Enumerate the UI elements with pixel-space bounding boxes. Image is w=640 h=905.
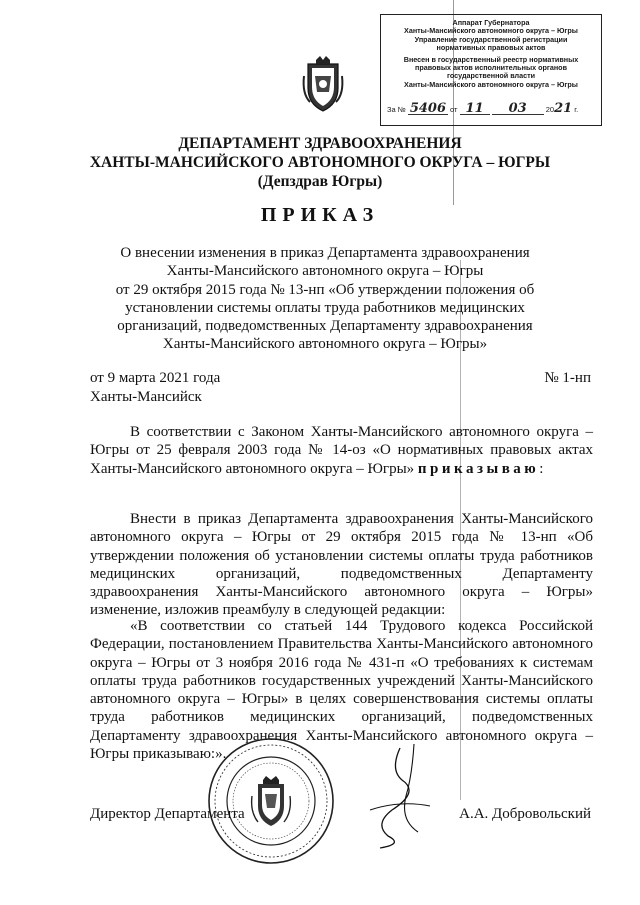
stamp-block-registry <box>384 56 598 90</box>
reg-sep: от <box>450 105 458 114</box>
stamp-line: Аппарат Губернатора <box>452 19 530 27</box>
stamp-line: Ханты-Мансийского автономного округа – Югры <box>404 27 578 36</box>
stamp-line: государственной власти <box>446 72 536 81</box>
subject-line: Ханты-Мансийского автономного округа – Югры <box>166 263 484 280</box>
order-paragraph-2: «В соответствии со статьей 144 Трудового кодекса Российской Федерации, постановлением Правительства Ханты-Мансийского автономного округа – Югры от 3 ноября 2016 года № 431-п «О требованиях к системам оплаты труда работников государственных учреждений Ханты-Мансийского автономного округа – Югры» в целях совершенствования системы оплаты труда работников медицинских организаций, подведомственных Департаменту здравоохранения Ханты-Мансийского автономного округа – Югры приказываю:». <box>90 618 593 763</box>
document-subject <box>60 244 590 354</box>
stamp-line: Внесен в государственный реестр нормативных <box>403 55 579 64</box>
reg-year-prefix: 20 <box>545 105 555 114</box>
reg-year-unit: г. <box>574 105 579 114</box>
stamp-line: правовых актов исполнительных органов <box>414 64 567 73</box>
department-short-name: (Депздрав Югры) <box>257 173 383 190</box>
round-seal-icon <box>206 736 336 866</box>
registration-stamp <box>380 14 602 126</box>
order-paragraph-1: Внести в приказ Департамента здравоохранения Ханты-Мансийского автономного округа – Югры от 29 октября 2015 года № 13-нп «Об утверждении положения об установлении системы оплаты труда работников медицинских организаций, подведомственных Департаменту здравоохранения Ханты-Мансийского автономного округа – Югры» изменение, изложив преамбулу в следующей редакции: <box>90 511 593 619</box>
stamp-line: нормативных правовых актов <box>436 44 546 53</box>
signer-name: А.А. Добровольский <box>459 806 591 822</box>
stamp-line: Управление государственной регистрации <box>414 35 568 44</box>
preamble-paragraph <box>90 423 593 478</box>
reg-day: 11 <box>465 101 484 116</box>
subject-line: организаций, подведомственных Департаменту здравоохранения <box>117 318 533 335</box>
document-number: № 1-нп <box>544 370 591 386</box>
stamp-registration-row <box>387 101 597 119</box>
stamp-block-apparatus <box>384 19 598 53</box>
preamble-text: В соответствии с Законом Ханты-Мансийского автономного округа – Югры от 25 февраля 2003 года № 14-оз «О нормативных правовых актах Ханты-Мансийского автономного округа – Югры» <box>90 424 593 477</box>
department-title: ДЕПАРТАМЕНТ ЗДРАВООХРАНЕНИЯ <box>178 135 462 152</box>
reg-prefix: За № <box>387 105 406 114</box>
order-word: приказываю <box>417 460 540 477</box>
subject-line: Ханты-Мансийского автономного округа – Югры» <box>162 336 488 353</box>
coat-of-arms-icon <box>300 54 346 114</box>
region-title: ХАНТЫ-МАНСИЙСКОГО АВТОНОМНОГО ОКРУГА – ЮГРЫ <box>89 154 551 171</box>
signer-position: Директор Департамента <box>90 806 245 822</box>
subject-line: от 29 октября 2015 года № 13-нп «Об утверждении положения об <box>115 281 535 298</box>
reg-year-suffix: 21 <box>554 101 573 116</box>
reg-month: 03 <box>508 101 527 116</box>
document-date: от 9 марта 2021 года <box>90 370 221 386</box>
subject-line: установлении системы оплаты труда работников медицинских <box>125 299 525 316</box>
subject-line: О внесении изменения в приказ Департамента здравоохранения <box>120 245 530 261</box>
reg-number: 5406 <box>409 101 447 116</box>
stamp-line: Ханты-Мансийского автономного округа – Югры <box>404 80 578 89</box>
handwritten-signature-icon <box>330 740 450 850</box>
document-city: Ханты-Мансийск <box>90 389 202 405</box>
document-type-heading: ПРИКАЗ <box>260 204 380 226</box>
order-colon: : <box>539 460 544 477</box>
